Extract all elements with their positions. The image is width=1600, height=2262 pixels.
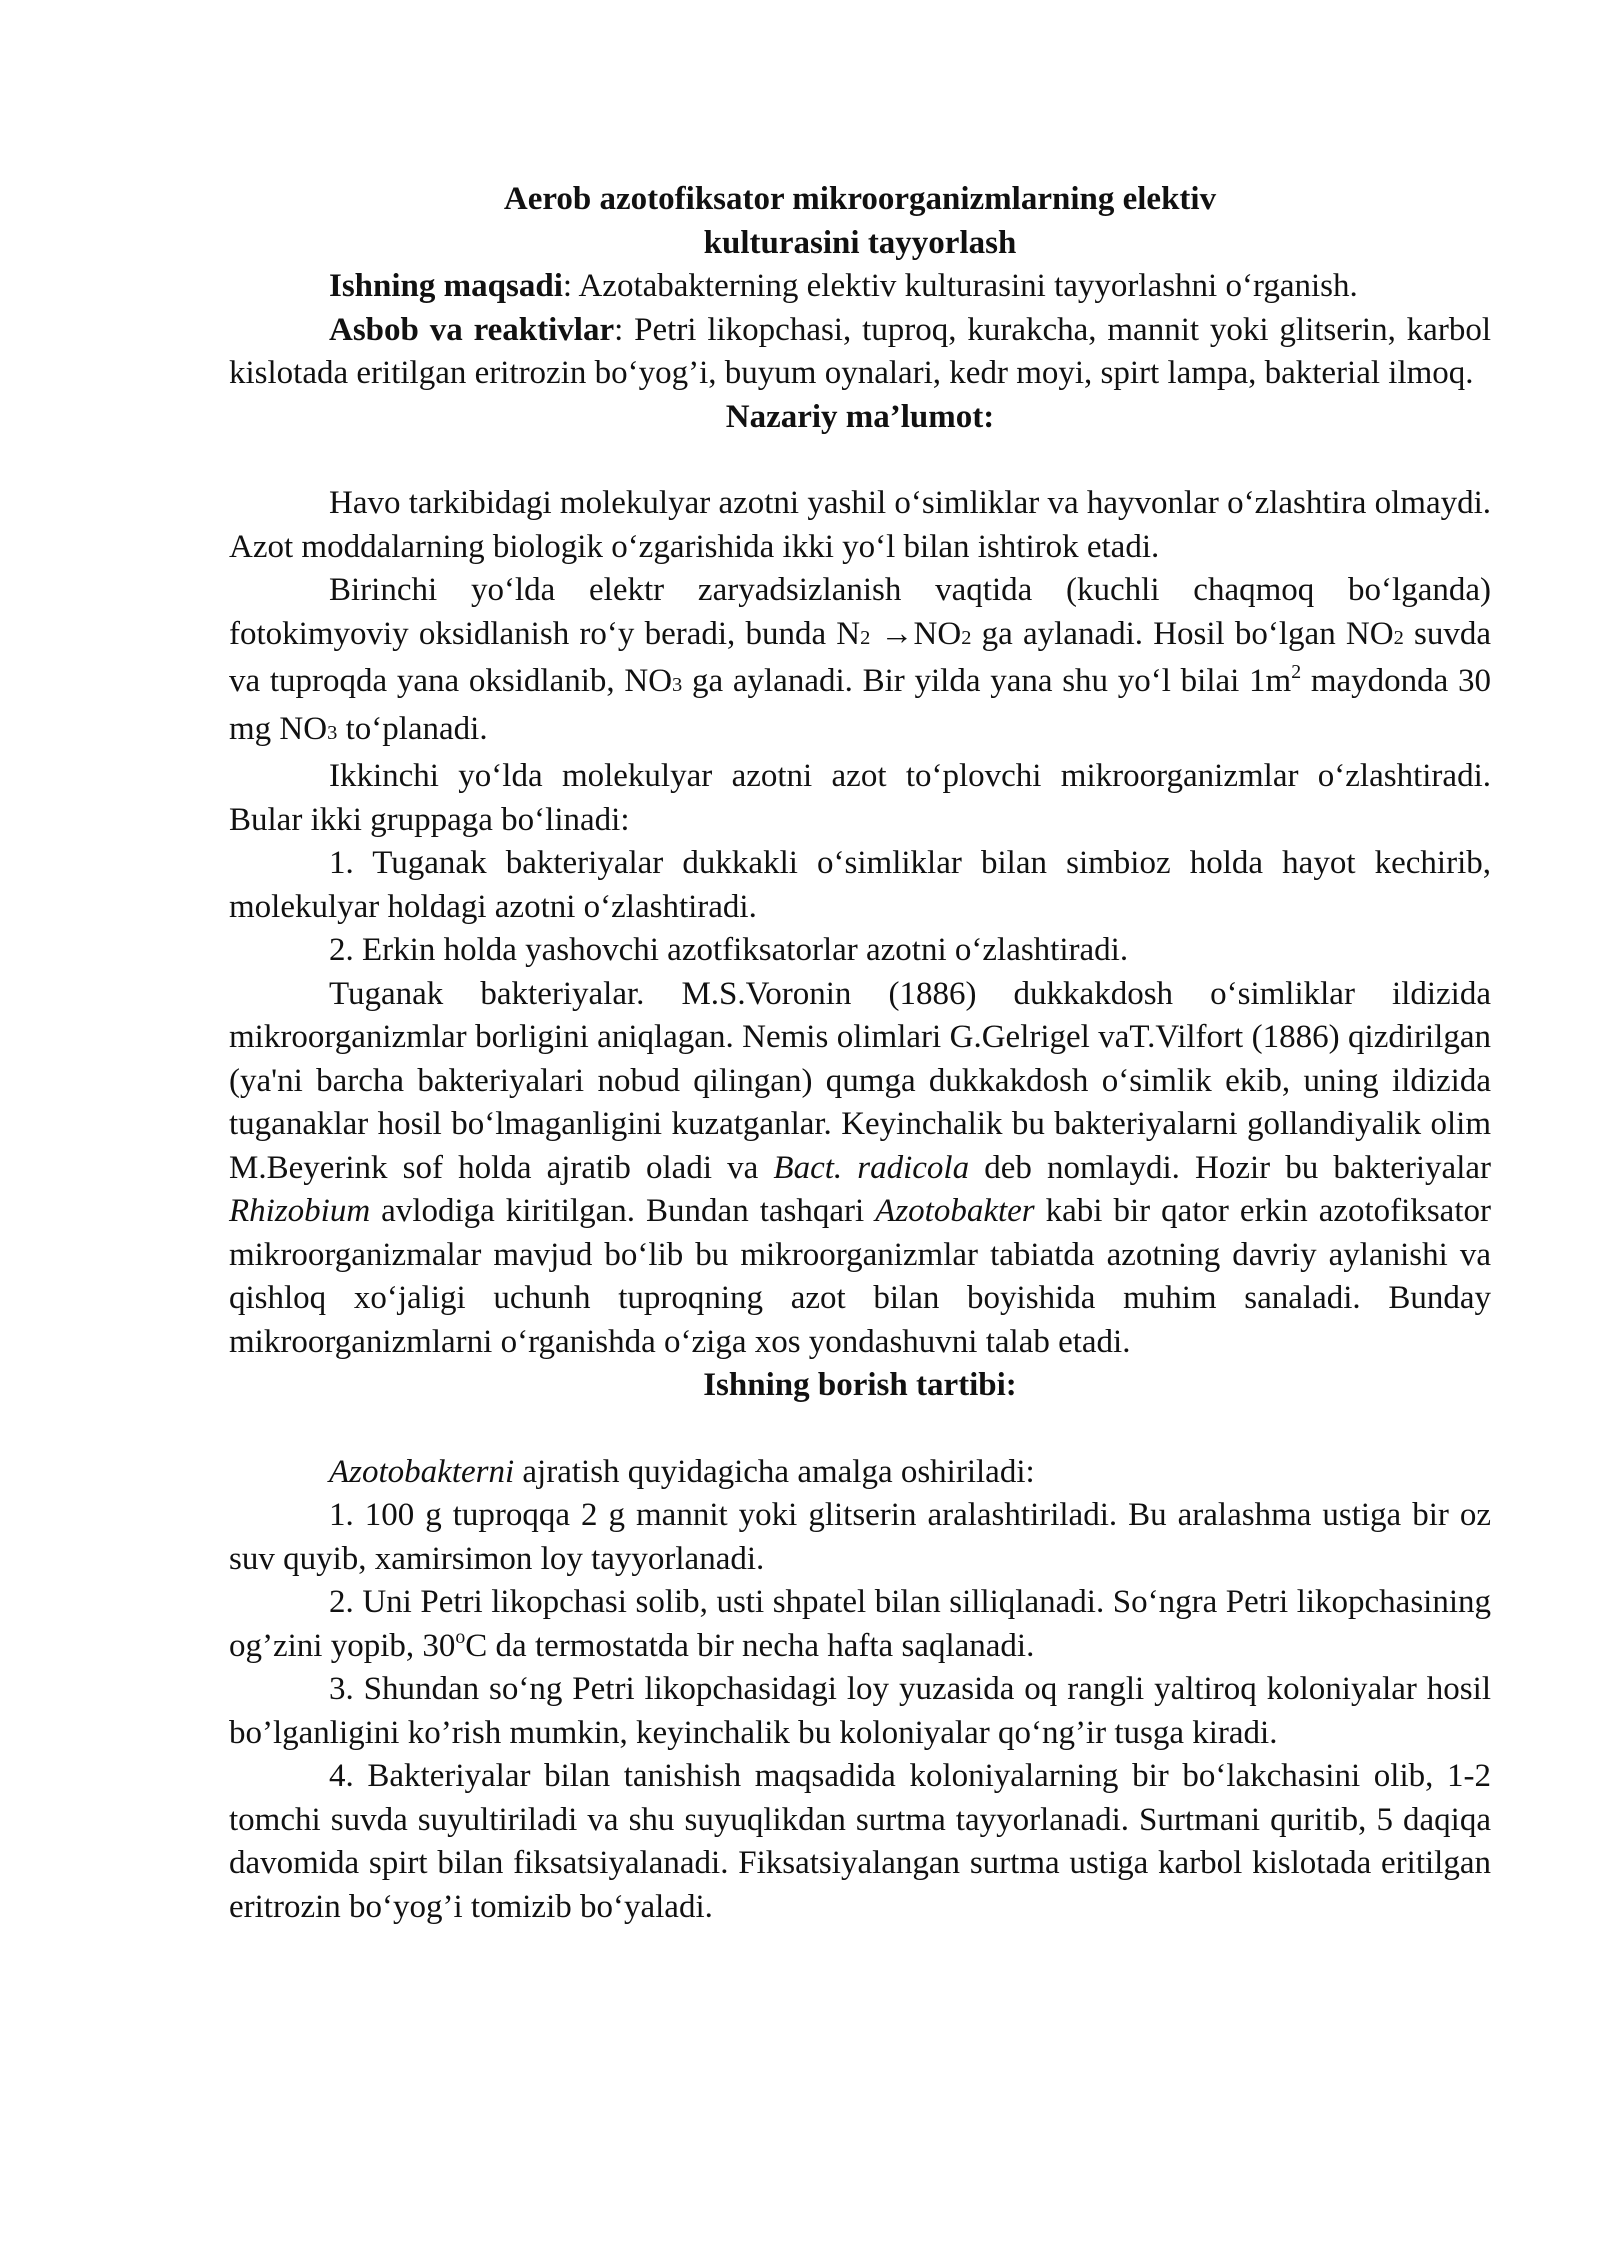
no3-subscript-2: 3 [327,721,338,744]
p2-text-6: maydonda 30 mg NO [229,663,1491,747]
step2-text-1: 2. Uni Petri likopchasi solib, usti shpatel bilan silliqlanadi. So‘ngra Petri likopchasining og’zini yopib, 30 [229,1584,1491,1664]
species-bact-radicola: Bact. radicola [773,1149,970,1186]
genus-rhizobium: Rhizobium [229,1193,371,1229]
p4-text-1: Tuganak bakteriyalar. M.S.Voronin (1886) dukkakdosh o‘simliklar ildizida mikroorganizmlar borligini aniqlagan. Nemis olimlari G.Gelrigel vaT.Vilfort (1886) qizdirilgan (ya'ni barcha bakteriyalari nobud qilingan) qumga dukkakdosh o‘simlik ekib, uning ildizida tuganaklar hosil bo‘lmaganligini kuzatganlar. Keyinchalik bu bakteriyalarni gollandiyalik olim M.Beyerink sof holda ajratib oladi va [229,975,1491,1186]
list-item-1: 1. Tuganak bakteriyalar dukkakli o‘simliklar bilan simbioz holda hayot kechirib, molekulyar holdagi azotni o‘zlashtiradi. [229,845,1491,925]
no2-subscript-2: 2 [1393,626,1404,649]
p2-text-5: ga aylanadi. Bir yilda yana shu yo‘l bilai 1m [682,663,1292,699]
p4-text-2: deb nomlaydi. Hozir bu bakteriyalar [969,1149,1491,1186]
title-line-1: Aerob azotofiksator mikroorganizmlarning elektiv [503,181,1217,217]
procedure-step-2 [229,1581,1491,1668]
theory-paragraph-3: Ikkinchi yo‘lda molekulyar azotni azot to‘plovchi mikroorganizmlar o‘zlashtiradi. Bular ikki gruppaga bo‘linadi: [229,758,1491,838]
title-line-2: kulturasini tayyorlash [703,224,1017,261]
equipment-text: : Petri likopchasi, tuproq, kurakcha, mannit yoki glitserin, karbol kislotada eritilgan eritrozin bo‘yog’i, buyum oynalari, kedr moyi, spirt lampa, bakterial ilmoq. [229,311,1491,391]
intro-text: ajratish quyidagicha amalga oshiriladi: [514,1453,1035,1490]
intro-italic: Azotobakterni [329,1453,515,1490]
p2-text-4: suvda va tuproqda yana oksidlanib, NO [229,615,1491,699]
procedure-step-4: 4. Bakteriyalar bilan tanishish maqsadida koloniyalarning bir bo‘lakchasini olib, 1-2 tomchi suvda suyultiriladi va shu suyuqlikdan surtma tayyorlanadi. Surtmani quritib, 5 daqiqa davomida spirt bilan fiksatsiyalanadi. Fiksatsiyalangan surtma ustiga karbol kislotada eritilgan eritrozin bo‘yog’i tomizib bo‘yaladi. [229,1758,1491,1925]
no3-subscript: 3 [672,674,683,696]
procedure-heading: Ishning borish tartibi: [703,1367,1017,1403]
procedure-step-1: 1. 100 g tuproqqa 2 g mannit yoki glitserin aralashtiriladi. Bu aralashma ustiga bir oz suv quyib, xamirsimon loy tayyorlanadi. [229,1497,1491,1577]
procedure-step-3: 3. Shundan so‘ng Petri likopchasidagi loy yuzasida oq rangli yaltiroq koloniyalar hosil bo’lganligini ko’rish mumkin, keyinchalik bu koloniyalar qo‘ng’ir tusga kiradi. [229,1671,1491,1751]
theory-paragraph-1: Havo tarkibidagi molekulyar azotni yashil o‘simliklar va hayvonlar o‘zlashtira olmaydi. Azot moddalarning biologik o‘zgarishida ikki yo‘l bilan ishtirok etadi. [229,485,1492,565]
p2-text-7: to‘planadi. [337,710,488,747]
p2-text-3: ga aylanadi. Hosil bo‘lgan NO [971,615,1394,652]
procedure-intro [229,1451,1491,1495]
goal-text: : Azotabakterning elektiv kulturasini tayyorlashni o‘rganish. [562,268,1358,304]
goal-label: Ishning maqsadi [329,268,563,304]
p4-text-4: kabi bir qator erkin azotofiksator mikroorganizmalar mavjud bo‘lib bu mikroorganizmlar tabiatda azotning davriy aylanishi va qishloq xo‘jaligi uchunh tuproqning azot bilan boyishida muhim sanaladi. Bunday mikroorganizmlarni o‘rganishda o‘ziga xos yondashuvni talab etadi. [229,1193,1491,1360]
n2-subscript: 2 [860,626,871,649]
p2-text-2: →NO [870,615,962,652]
degree-superscript: o [455,1625,466,1648]
equipment-paragraph [229,309,1491,396]
p4-text-3: avlodiga kiritilgan. Bundan tashqari [370,1193,876,1229]
document-title [229,178,1491,265]
theory-paragraph-2 [229,569,1491,755]
no2-subscript: 2 [961,626,972,649]
document-page [229,178,1491,1929]
theory-paragraph-4 [229,973,1491,1365]
theory-heading: Nazariy ma’lumot: [725,398,995,435]
step2-text-2: C da termostatda bir necha hafta saqlanadi. [465,1627,1035,1664]
equipment-label: Asbob va reaktivlar [329,311,615,348]
genus-azotobakter: Azotobakter [875,1193,1035,1229]
m2-superscript: 2 [1291,661,1302,684]
goal-paragraph [229,265,1491,309]
p2-text-1: Birinchi yo‘lda elektr zaryadsizlanish vaqtida (kuchli chaqmoq bo‘lganda) fotokimyoviy oksidlanish ro‘y beradi, bunda N [229,572,1491,652]
list-item-2: 2. Erkin holda yashovchi azotfiksatorlar azotni o‘zlashtiradi. [329,932,1129,968]
